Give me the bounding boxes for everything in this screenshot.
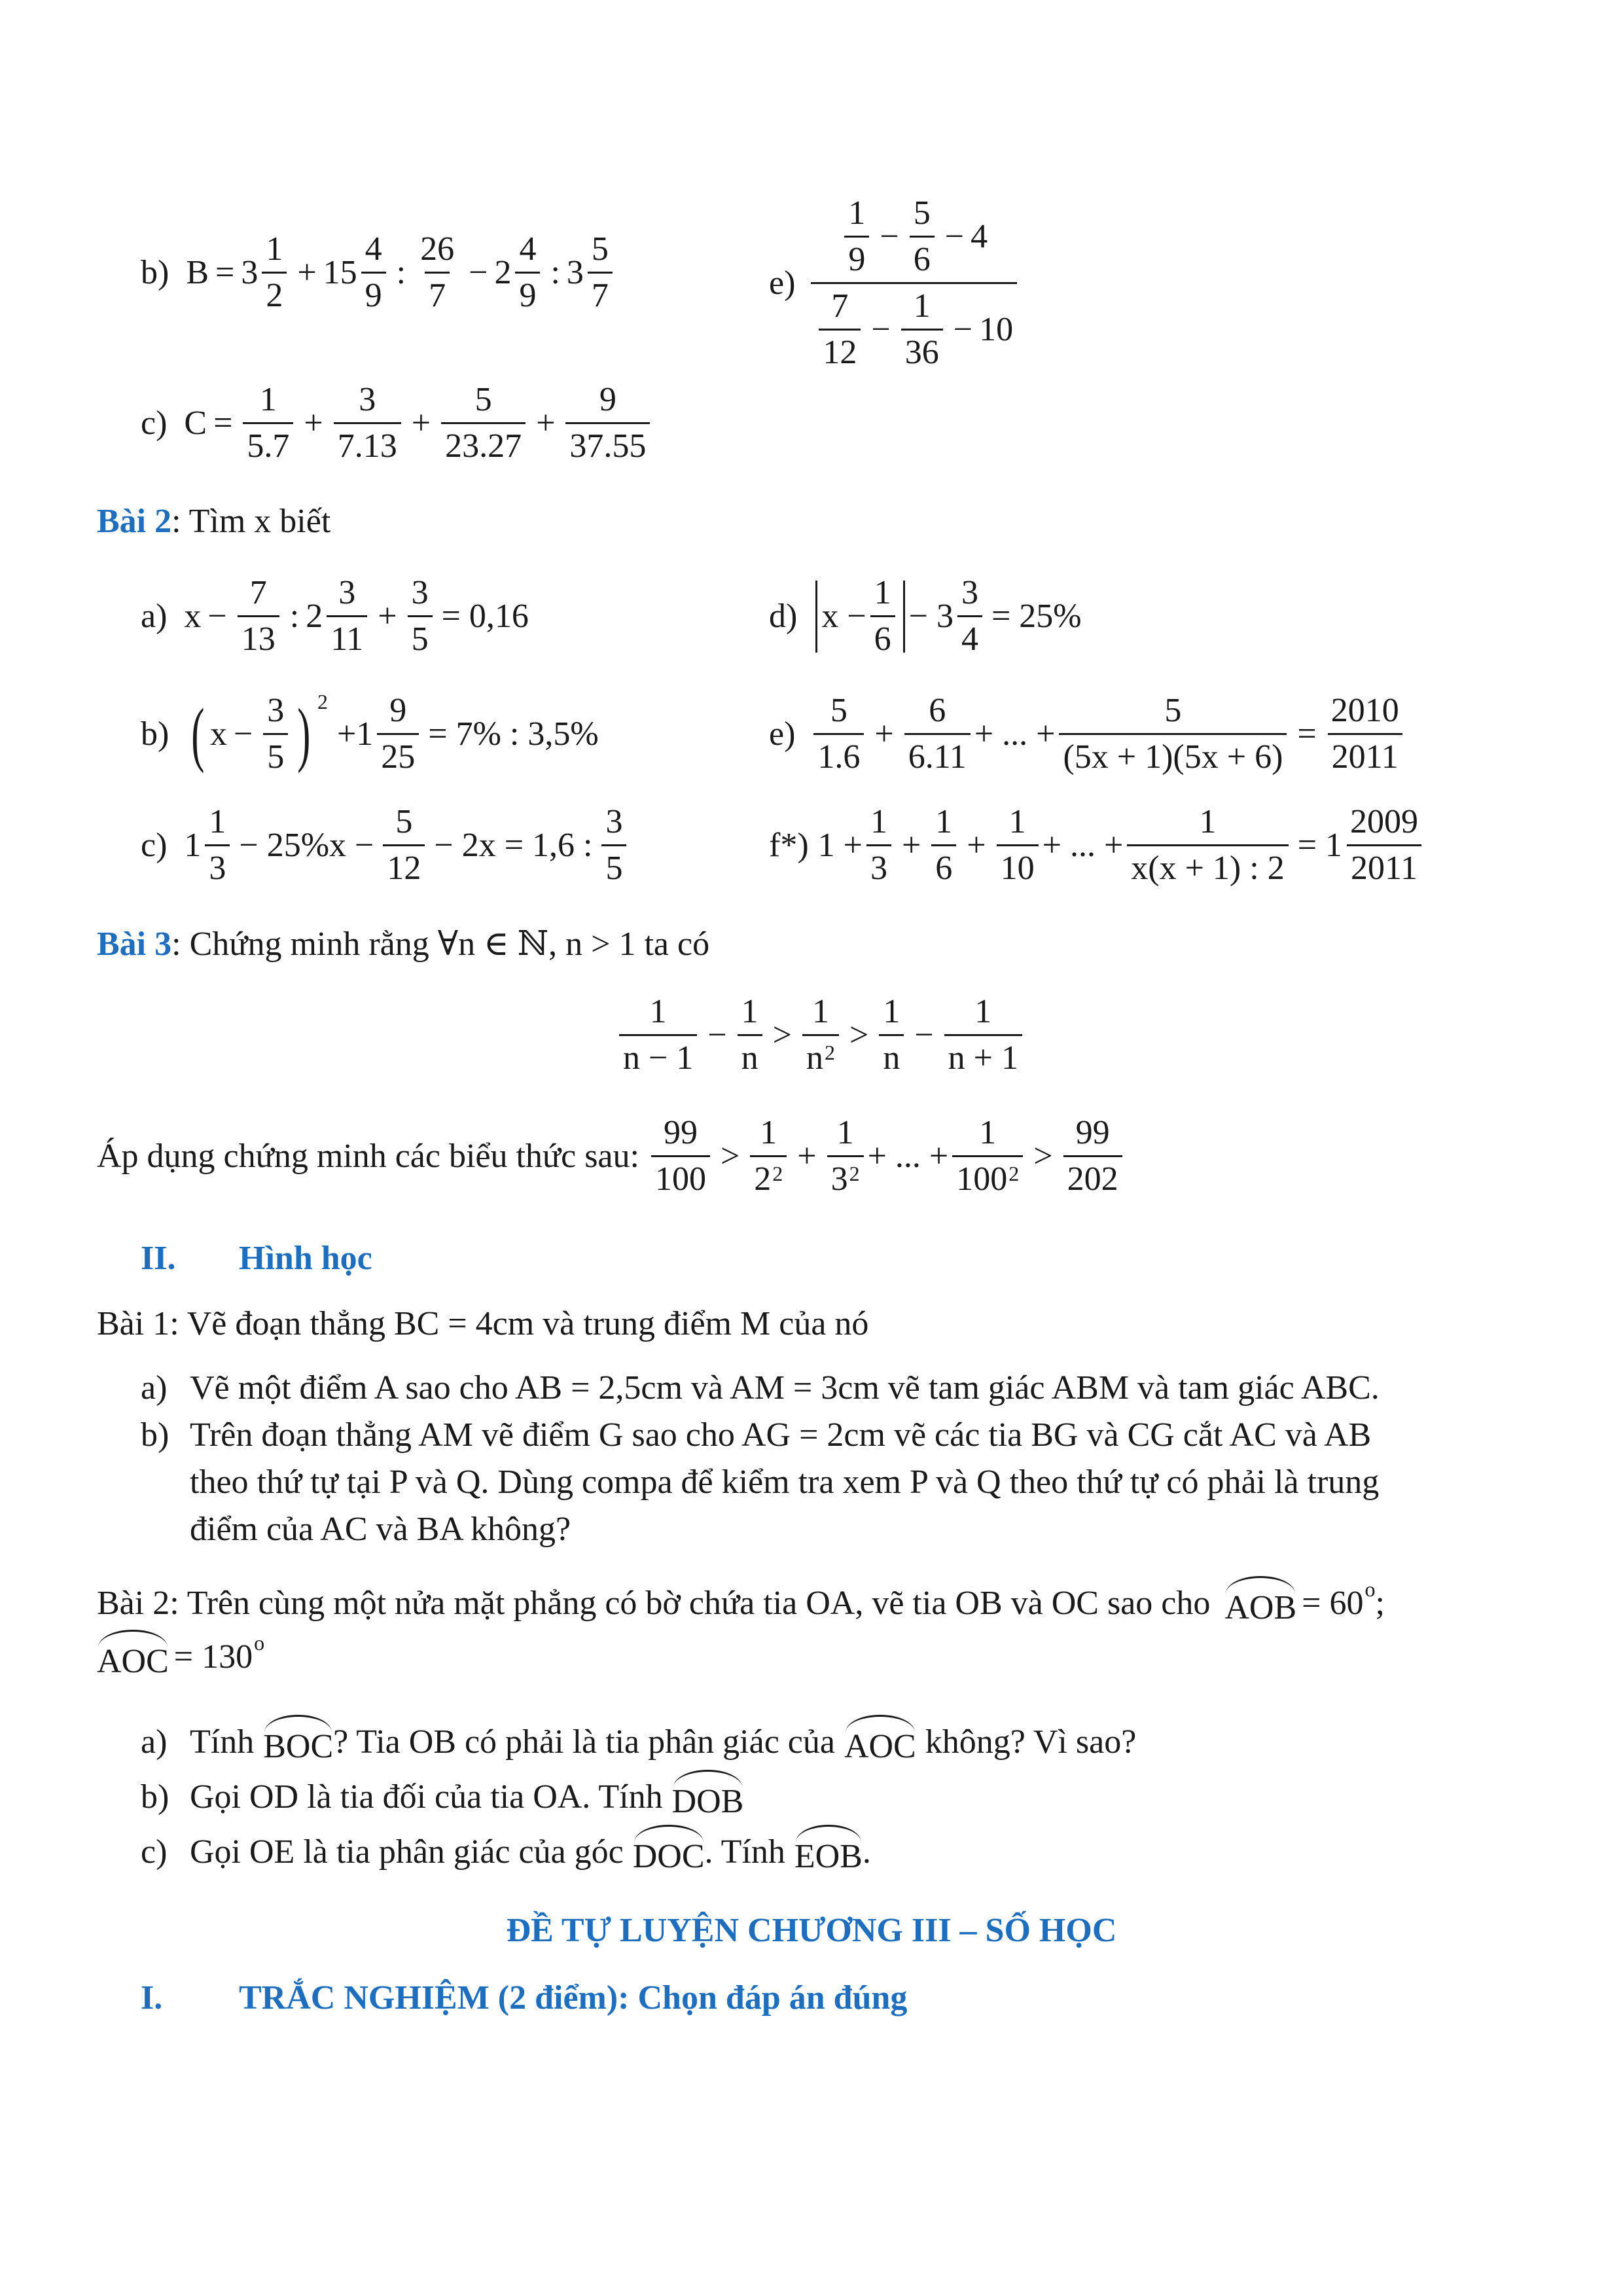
item-label: b) — [141, 253, 169, 291]
geometry-bai1: Bài 1: Vẽ đoạn thẳng BC = 4cm và trung điểm M của nó — [97, 1305, 869, 1342]
bai2-heading: Bài 2: Tìm x biết — [97, 503, 331, 540]
exercise-2f: f*) 1 + $\frac{1}{3}$ + $\frac{1}{6}$ + $\frac{1}{10}$ + ... + $\frac{1}{x(x + 1) : 2}$ = 1 $\frac{2009}{2011}$ — [769, 805, 1426, 886]
geometry-bai1-b-line3: điểm của AC và BA không? — [190, 1511, 571, 1548]
exercise-2b: b) ( x − $\frac{3}{5}$ ) 2 +1 $\frac{9}{25}$ = 7% : 3,5% — [141, 689, 599, 776]
exercise-2c: c) 1 $\frac{1}{3}$ − 25%x − $\frac{5}{12}$ − 2x = 1,6 : $\frac{3}{5}$ — [141, 805, 630, 886]
section-heading-tracnghiem: I. TRẮC NGHIỆM (2 điểm): Chọn đáp án đúng — [141, 1979, 908, 2017]
geometry-bai1-b-line2: theo thứ tự tại P và Q. Dùng compa để kiểm tra xem P và Q theo thứ tự có phải là trung — [190, 1463, 1380, 1501]
item-label: c) — [141, 404, 168, 442]
exercise-1b: b) B = 3 $\frac{1}{2}$ + 15 $\frac{4}{9}$ : $\frac{26}{7}$ − 2 $\frac{4}{9}$ : 3 $\frac{5}{7}$ — [141, 232, 616, 313]
geometry-bai1-b: b) Trên đoạn thẳng AM vẽ điểm G sao cho AG = 2cm vẽ các tia BG và CG cắt AC và AB — [141, 1416, 1372, 1454]
geometry-bai2-a: a) Tính BOC ? Tia OB có phải là tia phân giác của AOC không? Vì sao? — [141, 1715, 1136, 1770]
var-B: B — [186, 253, 209, 291]
exam-title: ĐỀ TỰ LUYỆN CHƯƠNG III – SỐ HỌC — [506, 1912, 1117, 1949]
bai3-inequality: $\frac{1}{n - 1}$ − $\frac{1}{n}$ > $\frac{1}{n^2}$ > $\frac{1}{n}$ − $\frac{1}{n + 1}$ — [615, 995, 1026, 1075]
exercise-2a: a) x − $\frac{7}{13}$ : 2 $\frac{3}{11}$ + $\frac{3}{5}$ = 0,16 — [141, 574, 529, 658]
section-heading-geometry: II. Hình học — [141, 1240, 372, 1277]
exercise-2e: e) $\frac{5}{1.6}$ + $\frac{6}{6.11}$ + ... + $\frac{5}{(5x + 1)(5x + 6)}$ = $\frac{2010}{2011}$ — [769, 694, 1407, 774]
geometry-bai2-c: c) Gọi OE là tia phân giác của góc DOC . Tính EOB . — [141, 1825, 871, 1880]
geometry-bai2-line2: AOC = 130 o — [97, 1630, 264, 1685]
exercise-2d: d) x − $\frac{1}{6}$ − 3 $\frac{3}{4}$ = 25% — [769, 574, 1082, 658]
bai3-heading: Bài 3: Chứng minh rằng ∀n ∈ ℕ, n > 1 ta có — [97, 925, 710, 963]
item-label: e) — [769, 264, 796, 302]
geometry-bai1-a: a) Vẽ một điểm A sao cho AB = 2,5cm và AM = 3cm vẽ tam giác ABM và tam giác ABC. — [141, 1369, 1380, 1407]
geometry-bai2: Bài 2: Trên cùng một nửa mặt phẳng có bờ chứa tia OA, vẽ tia OB và OC sao cho AOB = 60 o ; — [97, 1576, 1385, 1631]
exercise-1c: c) C = $\frac{1}{5.7}$ + $\frac{3}{7.13}$ + $\frac{5}{23.27}$ + $\frac{9}{37.55}$ — [141, 383, 654, 463]
geometry-bai2-b: b) Gọi OD là tia đối của tia OA. Tính DOB — [141, 1770, 743, 1825]
bai3-apply: Áp dụng chứng minh các biểu thức sau: $\frac{99}{100}$ > $\frac{1}{2^2}$ + $\frac{1}{3^2}$ + ... + $\frac{1}{100^2}$ > $\frac{99}{202}$ — [97, 1116, 1126, 1196]
exercise-1e: e) $\frac{1}{9}$ − $\frac{5}{6}$ − 4 $\frac{7}{12}$ − $\frac{1}{36}$ − 10 — [769, 196, 1021, 370]
